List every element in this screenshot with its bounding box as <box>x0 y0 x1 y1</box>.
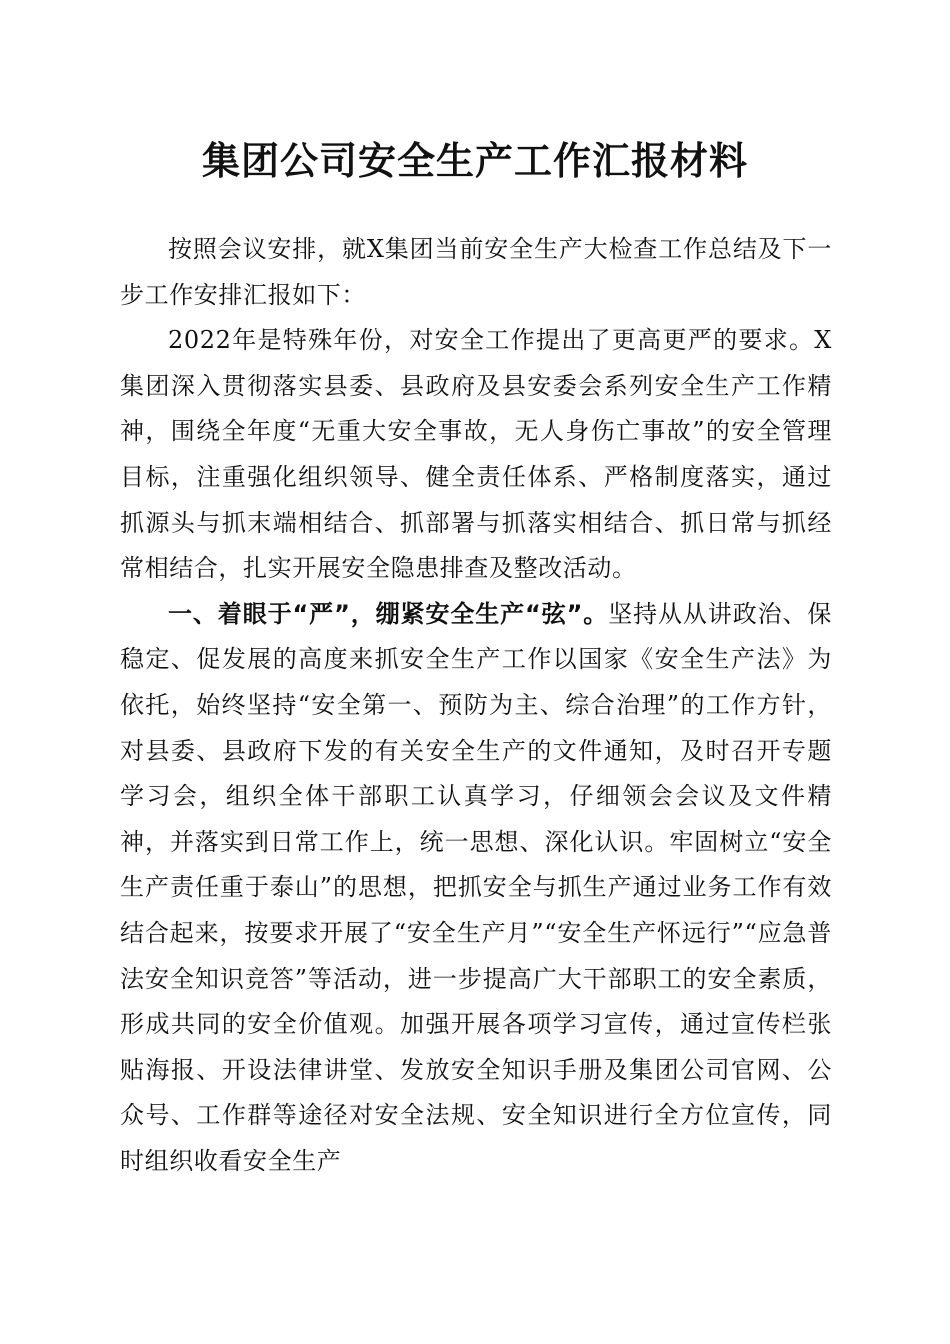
document-title: 集团公司安全生产工作汇报材料 <box>201 139 748 183</box>
paragraph-section-one <box>120 592 832 1185</box>
paragraph-intro-text: 按照会议安排，就X集团当前安全生产大检查工作总结及下一步工作安排汇报如下： <box>120 235 832 309</box>
paragraph-overview <box>120 318 832 592</box>
section-one-heading: 一、着眼于“严”，绷紧安全生产“弦”。 <box>168 599 609 628</box>
section-one-text: 坚持从从讲政治、保稳定、促发展的高度来抓安全生产工作以国家《安全生产法》为依托，始终坚持“安全第一、预防为主、综合治理”的工作方针，对县委、县政府下发的有关安全生产的文件通知，及时召开专题学习会，组织全体干部职工认真学习，仔细领会会议及文件精神，并落实到日常工作上，统一思想、深化认识。牢固树立“安全生产责任重于泰山”的思想，把抓安全与抓生产通过业务工作有效结合起来，按要求开展了“安全生产月”“安全生产怀远行”“应急普法安全知识竞答”等活动，进一步提高广大干部职工的安全素质，形成共同的安全价值观。加强开展各项学习宣传，通过宣传栏张贴海报、开设法律讲堂、发放安全知识手册及集团公司官网、公众号、工作群等途径对安全法规、安全知识进行全方位宣传，同时组织收看安全生产 <box>120 599 833 1175</box>
document-body <box>120 227 832 1184</box>
paragraph-intro <box>120 227 832 318</box>
paragraph-overview-text: 2022年是特殊年份，对安全工作提出了更高更严的要求。X集团深入贯彻落实县委、县政府及县安委会系列安全生产工作精神，围绕全年度“无重大安全事故，无人身伤亡事故”的安全管理目标，注重强化组织领导、健全责任体系、严格制度落实，通过抓源头与抓末端相结合、抓部署与抓落实相结合、抓日常与抓经常相结合，扎实开展安全隐患排查及整改活动。 <box>120 326 832 583</box>
